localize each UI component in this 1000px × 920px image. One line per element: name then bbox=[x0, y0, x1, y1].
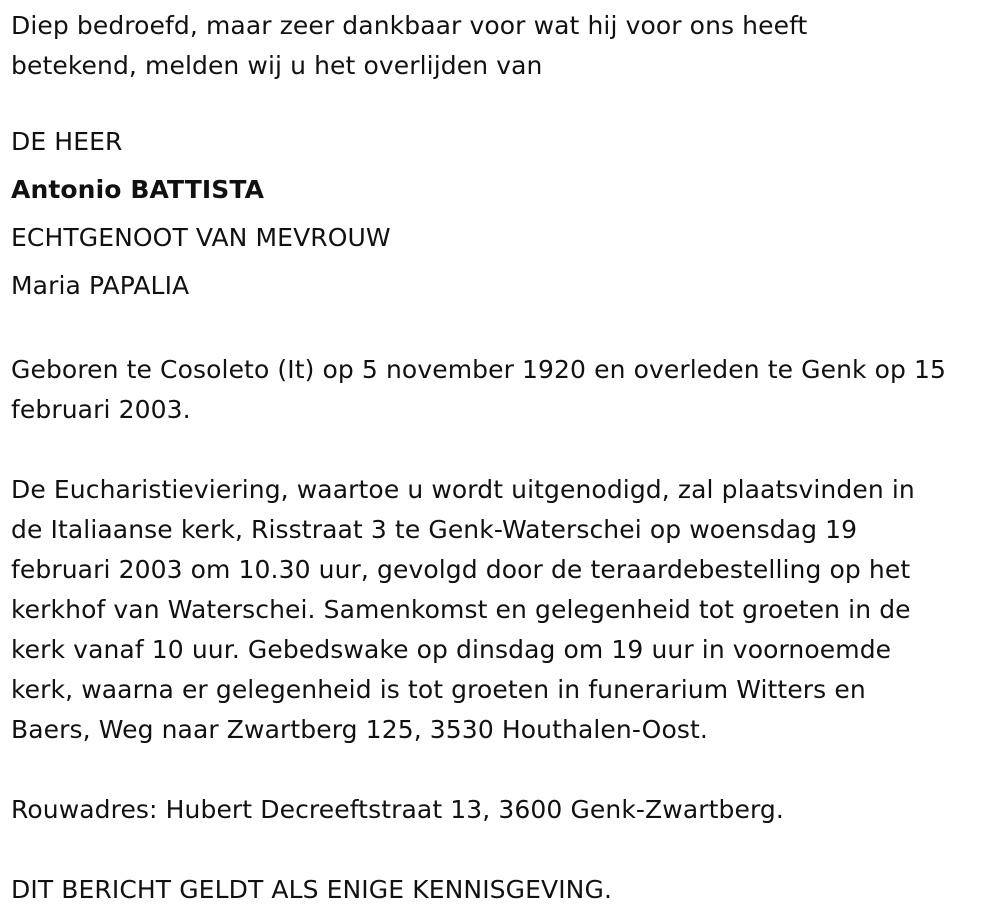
intro-line: betekend, melden wij u het overlijden van bbox=[11, 51, 543, 80]
obituary-notice bbox=[11, 6, 991, 910]
mourning-address: Rouwadres: Hubert Decreeftstraat 13, 3600 Genk-Zwartberg. bbox=[11, 795, 784, 824]
ceremony-line: De Eucharistieviering, waartoe u wordt uitgenodigd, zal plaatsvinden in bbox=[11, 475, 915, 504]
birth-death-line: Geboren te Cosoleto (It) op 5 november 1920 en overleden te Genk op 15 bbox=[11, 355, 947, 384]
ceremony-line: kerk, waarna er gelegenheid is tot groeten in funerarium Witters en bbox=[11, 675, 866, 704]
ceremony-line: februari 2003 om 10.30 uur, gevolgd door de teraardebestelling op het bbox=[11, 555, 911, 584]
deceased-name: Antonio BATTISTA bbox=[11, 175, 265, 204]
spouse-name: Maria PAPALIA bbox=[11, 271, 190, 300]
notice-statement: DIT BERICHT GELDT ALS ENIGE KENNISGEVING. bbox=[11, 875, 612, 904]
birth-death-paragraph bbox=[11, 350, 991, 430]
ceremony-line: Baers, Weg naar Zwartberg 125, 3530 Houthalen-Oost. bbox=[11, 715, 708, 744]
ceremony-line: kerk vanaf 10 uur. Gebedswake op dinsdag om 19 uur in voornoemde bbox=[11, 635, 892, 664]
birth-death-line: februari 2003. bbox=[11, 395, 191, 424]
spouse-label: ECHTGENOOT VAN MEVROUW bbox=[11, 223, 391, 252]
ceremony-line: de Italiaanse kerk, Risstraat 3 te Genk-Waterschei op woensdag 19 bbox=[11, 515, 858, 544]
deceased-block bbox=[11, 118, 991, 310]
honorific: DE HEER bbox=[11, 127, 123, 156]
intro-line: Diep bedroefd, maar zeer dankbaar voor wat hij voor ons heeft bbox=[11, 11, 808, 40]
ceremony-paragraph bbox=[11, 470, 991, 750]
ceremony-line: kerkhof van Waterschei. Samenkomst en gelegenheid tot groeten in de bbox=[11, 595, 911, 624]
intro-paragraph bbox=[11, 6, 991, 86]
